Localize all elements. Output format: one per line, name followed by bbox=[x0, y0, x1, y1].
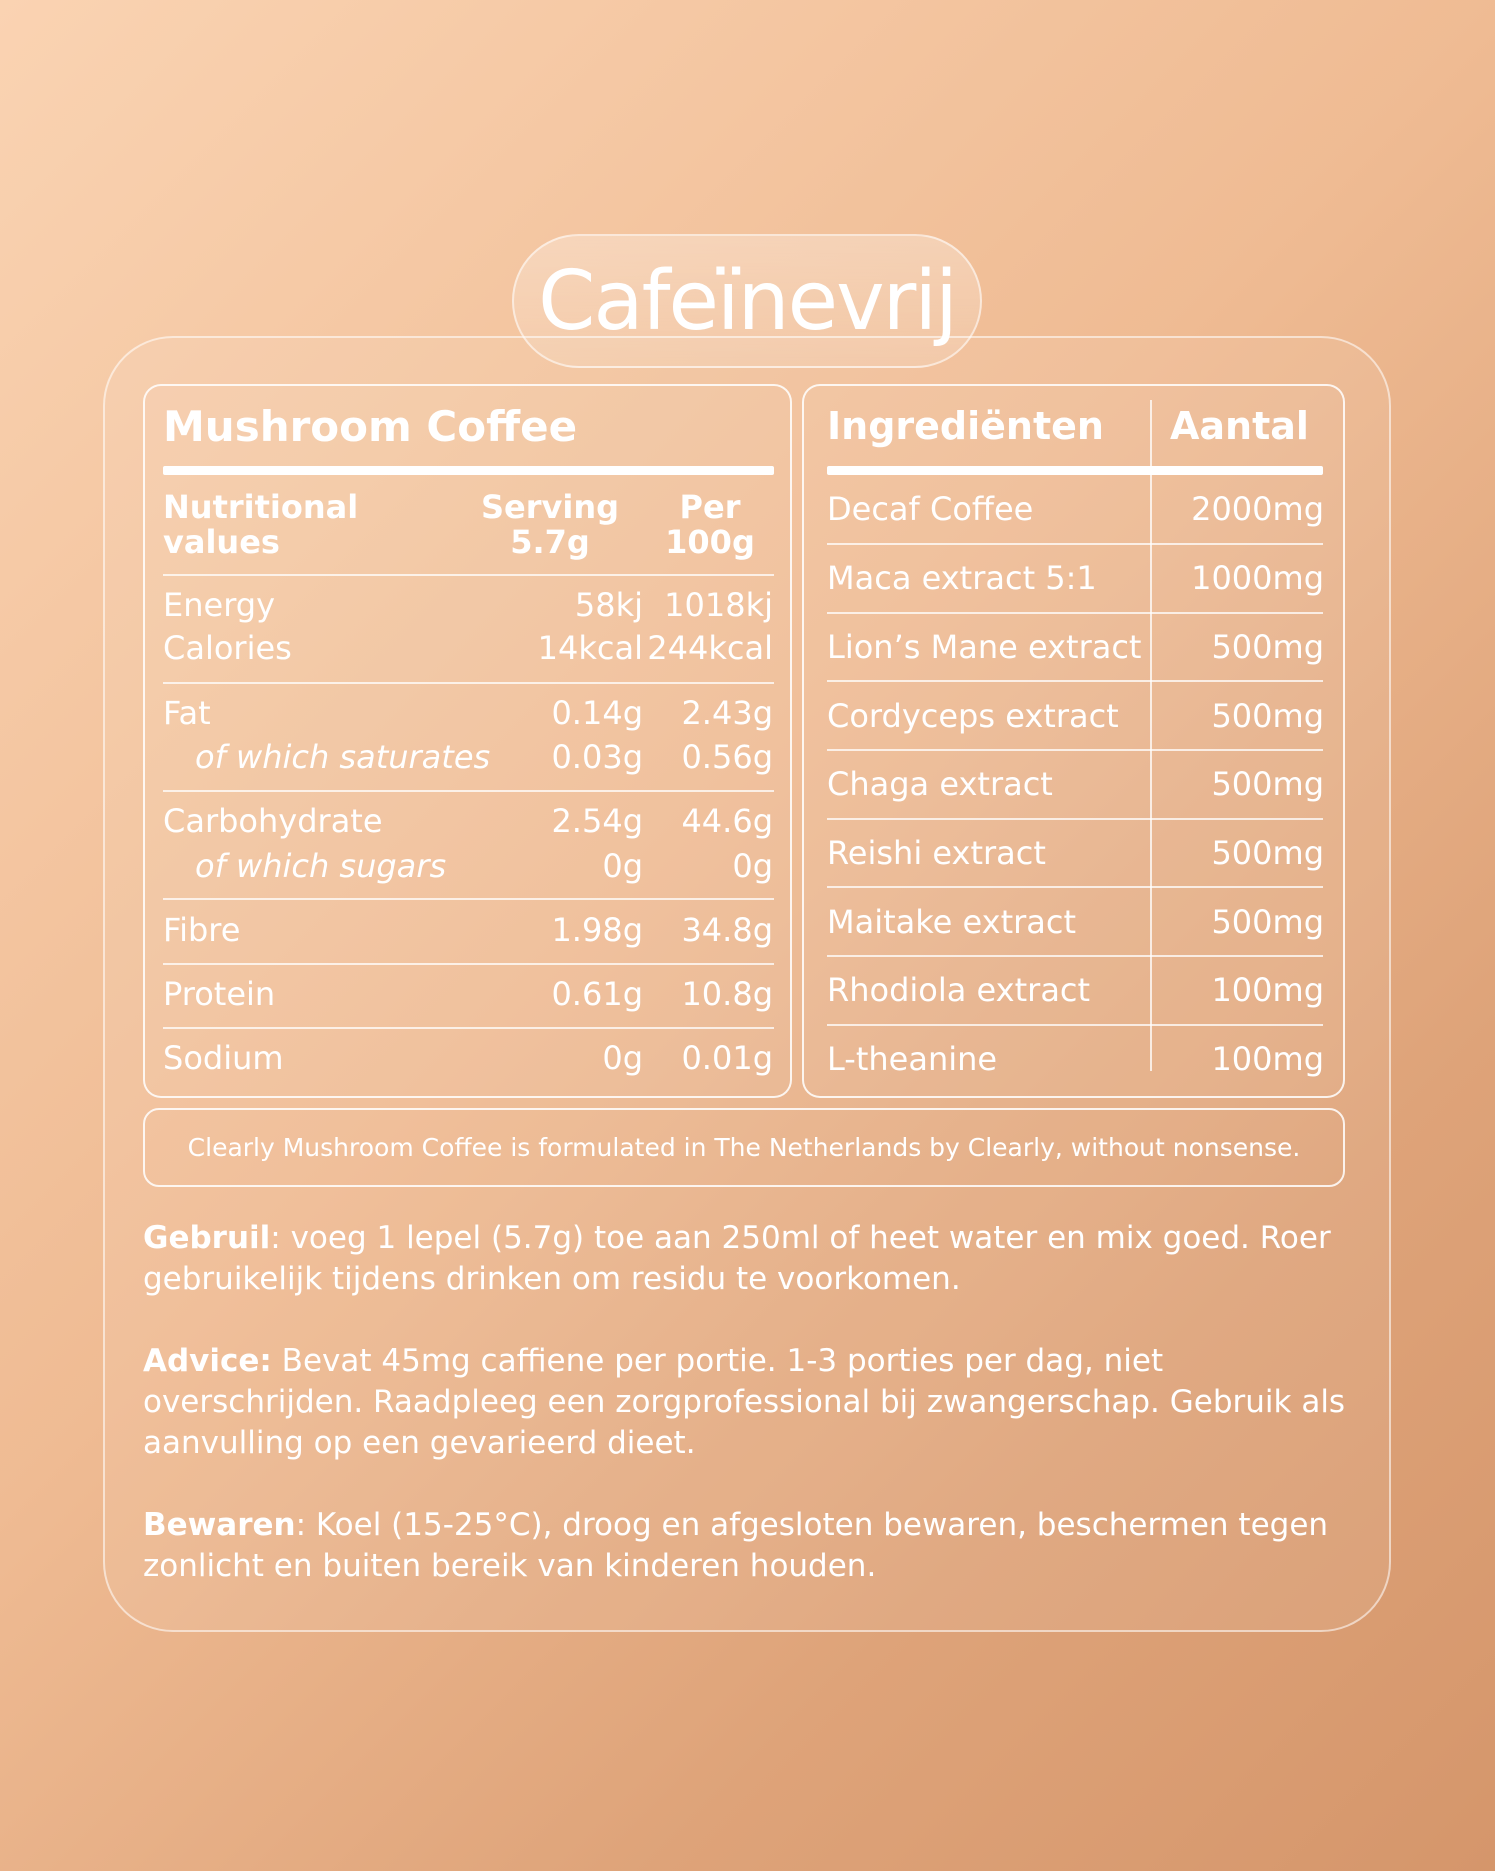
storage-text: : Koel (15-25°C), droog en afgesloten bewaren, beschermen tegen zonlicht en buiten bereik van kinderen houden. bbox=[143, 1507, 1329, 1584]
heading-rule bbox=[827, 466, 1323, 475]
row-divider bbox=[827, 955, 1323, 957]
row-serving: 14kcal bbox=[537, 629, 643, 667]
row-per100: 0.01g bbox=[681, 1039, 773, 1077]
row-serving: 0.61g bbox=[551, 975, 643, 1013]
ingredient-name: Maitake extract bbox=[827, 903, 1077, 941]
ingredient-amount: 500mg bbox=[1211, 628, 1324, 666]
row-serving: 0g bbox=[602, 847, 643, 885]
ingredient-name: Decaf Coffee bbox=[827, 490, 1034, 528]
row-divider bbox=[163, 1027, 774, 1029]
ingredient-amount: 1000mg bbox=[1191, 559, 1324, 597]
usage-paragraph bbox=[143, 1218, 1353, 1300]
row-divider bbox=[827, 543, 1323, 545]
row-label: Fat bbox=[163, 694, 211, 732]
row-label: Calories bbox=[163, 629, 292, 667]
ingredient-amount: 500mg bbox=[1211, 834, 1324, 872]
row-serving: 58kj bbox=[574, 586, 643, 624]
advice-label: Advice: bbox=[143, 1343, 272, 1379]
row-divider bbox=[827, 886, 1323, 888]
row-divider bbox=[163, 963, 774, 965]
title-badge: Cafeïnevrij bbox=[512, 234, 982, 368]
row-divider bbox=[163, 898, 774, 900]
col-serving-header: Serving 5.7g bbox=[480, 488, 620, 561]
row-label: Energy bbox=[163, 586, 276, 624]
row-divider bbox=[163, 682, 774, 684]
row-label: of which saturates bbox=[195, 738, 491, 776]
ingredient-name: Reishi extract bbox=[827, 834, 1046, 872]
row-per100: 244kcal bbox=[647, 629, 773, 667]
row-serving: 2.54g bbox=[551, 802, 643, 840]
column-divider bbox=[1150, 475, 1152, 1071]
row-per100: 44.6g bbox=[681, 802, 773, 840]
row-serving: 0.14g bbox=[551, 694, 643, 732]
row-label: Sodium bbox=[163, 1039, 284, 1077]
row-label: Fibre bbox=[163, 911, 241, 949]
row-per100: 0.56g bbox=[681, 738, 773, 776]
col-label-header: Nutritional values bbox=[163, 488, 359, 561]
heading-rule bbox=[163, 466, 774, 475]
row-serving: 1.98g bbox=[551, 911, 643, 949]
row-serving: 0.03g bbox=[551, 738, 643, 776]
ingredient-amount: 500mg bbox=[1211, 903, 1324, 941]
usage-label: Gebruil bbox=[143, 1220, 271, 1256]
col-per100-header: Per 100g bbox=[665, 488, 755, 561]
row-serving: 0g bbox=[602, 1039, 643, 1077]
row-per100: 2.43g bbox=[681, 694, 773, 732]
ingredient-amount: 500mg bbox=[1211, 765, 1324, 803]
row-label: of which sugars bbox=[195, 847, 447, 885]
row-divider bbox=[163, 574, 774, 576]
ingredient-name: Rhodiola extract bbox=[827, 971, 1091, 1009]
ingredients-table bbox=[802, 384, 1345, 1098]
row-divider bbox=[827, 680, 1323, 682]
row-label: Protein bbox=[163, 975, 276, 1013]
ingredient-amount: 500mg bbox=[1211, 697, 1324, 735]
nutrition-heading: Mushroom Coffee bbox=[163, 402, 578, 451]
row-per100: 0g bbox=[732, 847, 773, 885]
usage-text: : voeg 1 lepel (5.7g) toe aan 250ml of heet water en mix goed. Roer gebruikelijk tijdens drinken om residu te voorkomen. bbox=[143, 1220, 1331, 1297]
ingredients-heading: Ingrediënten bbox=[827, 404, 1104, 448]
advice-paragraph bbox=[143, 1341, 1353, 1464]
ingredient-amount: 100mg bbox=[1211, 971, 1324, 1009]
row-per100: 10.8g bbox=[681, 975, 773, 1013]
ingredient-amount: 100mg bbox=[1211, 1040, 1324, 1078]
row-per100: 34.8g bbox=[681, 911, 773, 949]
row-divider bbox=[827, 818, 1323, 820]
ingredient-name: Lion’s Mane extract bbox=[827, 628, 1142, 666]
ingredient-name: Maca extract 5:1 bbox=[827, 559, 1097, 597]
ingredient-name: L-theanine bbox=[827, 1040, 998, 1078]
ingredient-amount: 2000mg bbox=[1191, 490, 1324, 528]
row-divider bbox=[827, 1024, 1323, 1026]
row-label: Carbohydrate bbox=[163, 802, 383, 840]
storage-label: Bewaren bbox=[143, 1507, 296, 1543]
row-per100: 1018kj bbox=[664, 586, 773, 624]
formulation-note: Clearly Mushroom Coffee is formulated in The Netherlands by Clearly, without nonsense. bbox=[143, 1108, 1345, 1187]
advice-text: Bevat 45mg caffiene per portie. 1-3 porties per dag, niet overschrijden. Raadpleeg een zorgprofessional bij zwangerschap. Gebruik als aanvulling op een gevarieerd dieet. bbox=[143, 1343, 1346, 1461]
row-divider bbox=[827, 749, 1323, 751]
amount-heading: Aantal bbox=[1170, 404, 1309, 448]
ingredient-name: Cordyceps extract bbox=[827, 697, 1119, 735]
row-divider bbox=[163, 790, 774, 792]
row-divider bbox=[827, 612, 1323, 614]
storage-paragraph bbox=[143, 1505, 1353, 1587]
nutrition-table bbox=[143, 384, 792, 1098]
column-divider bbox=[1150, 400, 1152, 470]
ingredient-name: Chaga extract bbox=[827, 765, 1053, 803]
